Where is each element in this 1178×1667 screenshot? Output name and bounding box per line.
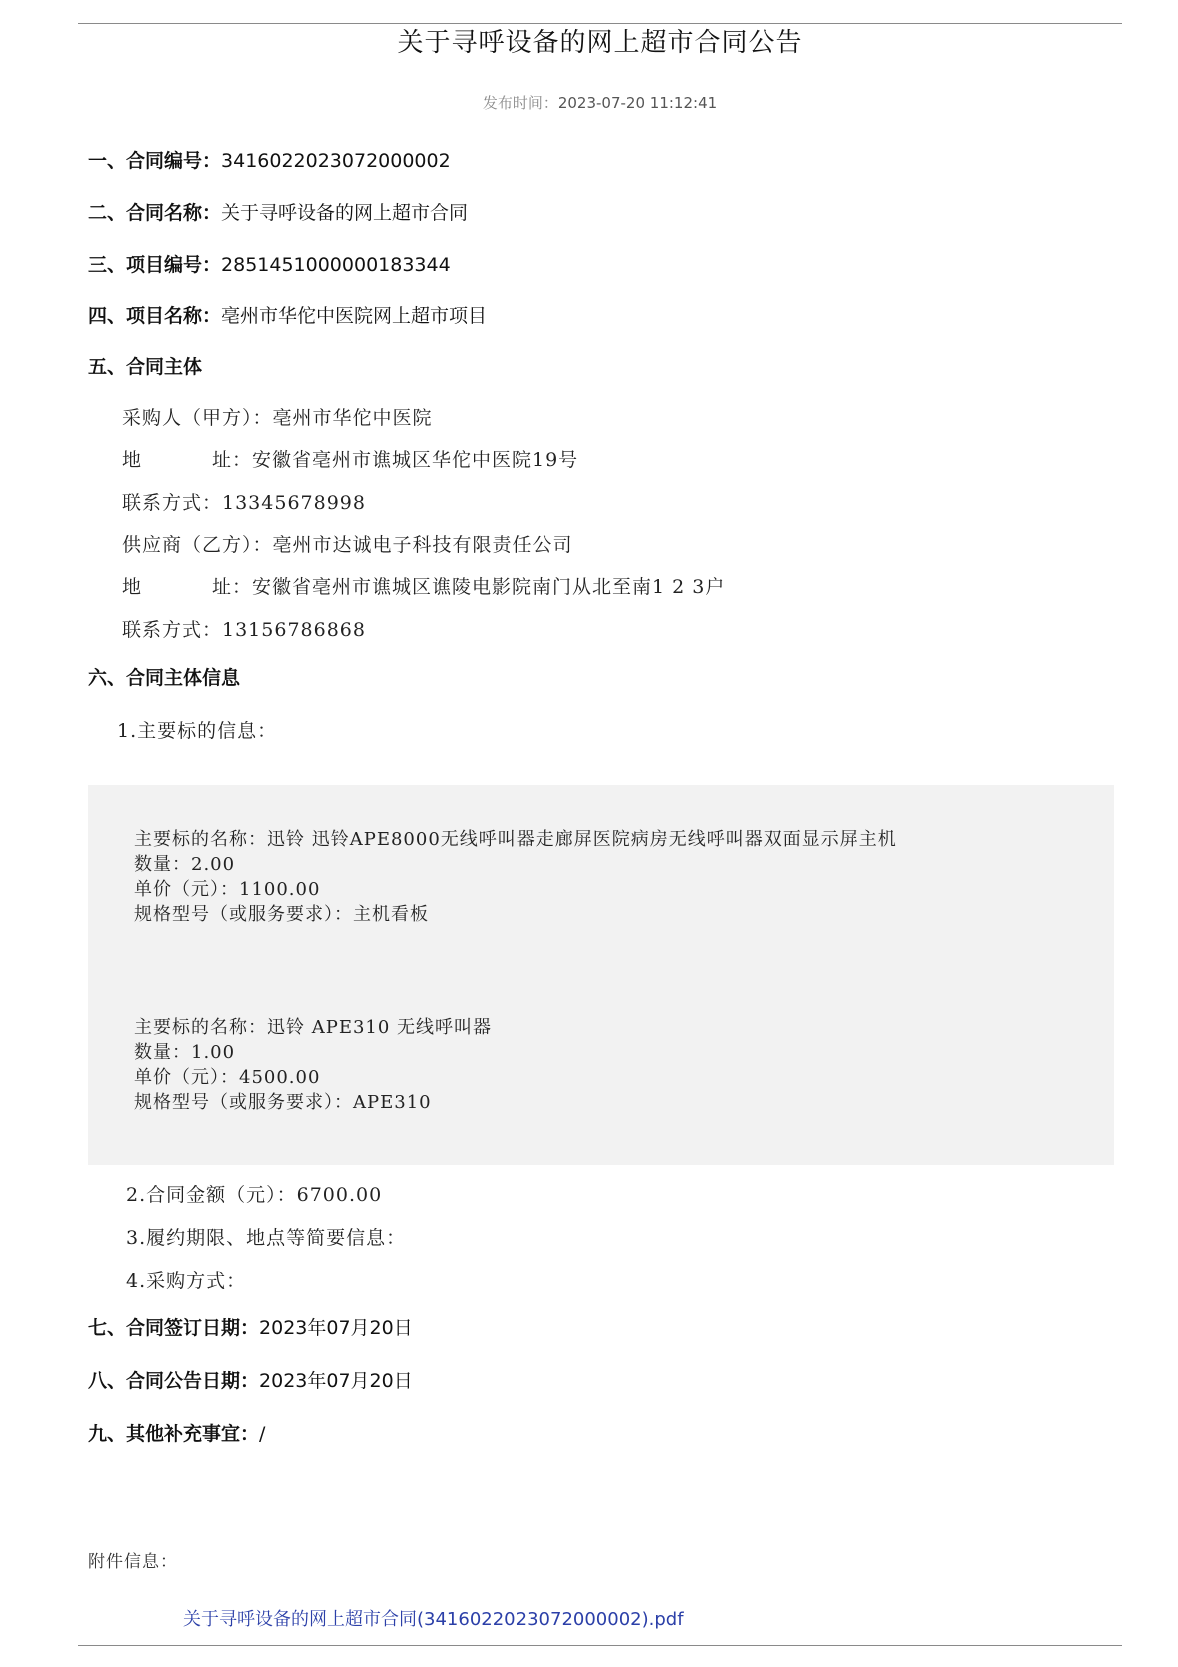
section-label: 八、合同公告日期： (88, 1370, 260, 1392)
address-label: 地 (122, 449, 143, 471)
section-party-info: 六、合同主体信息 (88, 667, 241, 689)
supplier-contact-line: 联系方式：13156786868 (122, 619, 366, 641)
section-contract-number (88, 146, 451, 173)
buyer-line: 采购人（甲方）：亳州市华佗中医院 (122, 407, 433, 429)
item-unit-price: 单价（元）：4500.00 (134, 1067, 321, 1088)
section-label: 二、合同名称： (88, 202, 222, 224)
item-quantity: 数量：1.00 (134, 1042, 236, 1063)
item-spec: 规格型号（或服务要求）：主机看板 (134, 904, 429, 925)
item-spec: 规格型号（或服务要求）：APE310 (134, 1092, 432, 1113)
attachments-label: 附件信息： (88, 1552, 178, 1572)
buyer-contact-line: 联系方式：13345678998 (122, 492, 366, 514)
page-title: 关于寻呼设备的网上超市合同公告 (397, 28, 803, 58)
section-label: 七、合同签订日期： (88, 1317, 260, 1339)
publish-time-value: 2023-07-20 11:12:41 (557, 94, 718, 112)
supplier-address-line (122, 572, 725, 599)
main-subject-label: 1.主要标的信息： (117, 720, 278, 742)
contract-number-value: 3416022023072000002 (221, 150, 451, 172)
announce-date-value: 2023年07月20日 (259, 1370, 413, 1392)
attachment-pdf-link[interactable]: 关于寻呼设备的网上超市合同(3416022023072000002).pdf (183, 1609, 684, 1630)
main-subject-item (134, 827, 897, 927)
other-matters-value: / (259, 1423, 266, 1445)
section-contract-parties: 五、合同主体 (88, 356, 203, 378)
project-name-value: 亳州市华佗中医院网上超市项目 (221, 305, 488, 327)
item-unit-price: 单价（元）：1100.00 (134, 879, 321, 900)
address-label: 地 (122, 576, 143, 598)
bottom-divider (78, 1645, 1122, 1646)
section-other-matters (88, 1419, 265, 1446)
contract-amount-line: 2.合同金额（元）：6700.00 (126, 1184, 383, 1206)
section-label: 四、项目名称： (88, 305, 222, 327)
sign-date-value: 2023年07月20日 (259, 1317, 413, 1339)
section-project-name (88, 301, 487, 328)
supplier-line: 供应商（乙方）：亳州市达诚电子科技有限责任公司 (122, 534, 573, 556)
section-project-number (88, 250, 451, 277)
main-subject-item (134, 1015, 492, 1115)
publish-time (0, 92, 1178, 113)
project-number-value: 2851451000000183344 (221, 254, 451, 276)
section-label: 三、项目编号： (88, 254, 222, 276)
publish-time-label: 发布时间： (482, 94, 558, 112)
procurement-method-line: 4.采购方式： (126, 1270, 247, 1292)
item-quantity: 数量：2.00 (134, 854, 236, 875)
performance-term-line: 3.履约期限、地点等简要信息： (126, 1227, 407, 1249)
buyer-address: 址：安徽省亳州市谯城区华佗中医院19号 (212, 449, 579, 471)
section-label: 一、合同编号： (88, 150, 222, 172)
section-announce-date (88, 1366, 413, 1393)
supplier-address: 址：安徽省亳州市谯城区谯陵电影院南门从北至南1 2 3户 (212, 576, 726, 598)
contract-name-value: 关于寻呼设备的网上超市合同 (221, 202, 469, 224)
item-name: 主要标的名称：迅铃 APE310 无线呼叫器 (134, 1017, 493, 1038)
section-contract-name (88, 198, 468, 225)
section-label: 九、其他补充事宜： (88, 1423, 260, 1445)
main-subject-box (88, 785, 1114, 1165)
buyer-address-line (122, 445, 578, 472)
section-sign-date (88, 1313, 413, 1340)
item-name: 主要标的名称：迅铃 迅铃APE8000无线呼叫器走廊屏医院病房无线呼叫器双面显示屏主机 (134, 829, 897, 850)
